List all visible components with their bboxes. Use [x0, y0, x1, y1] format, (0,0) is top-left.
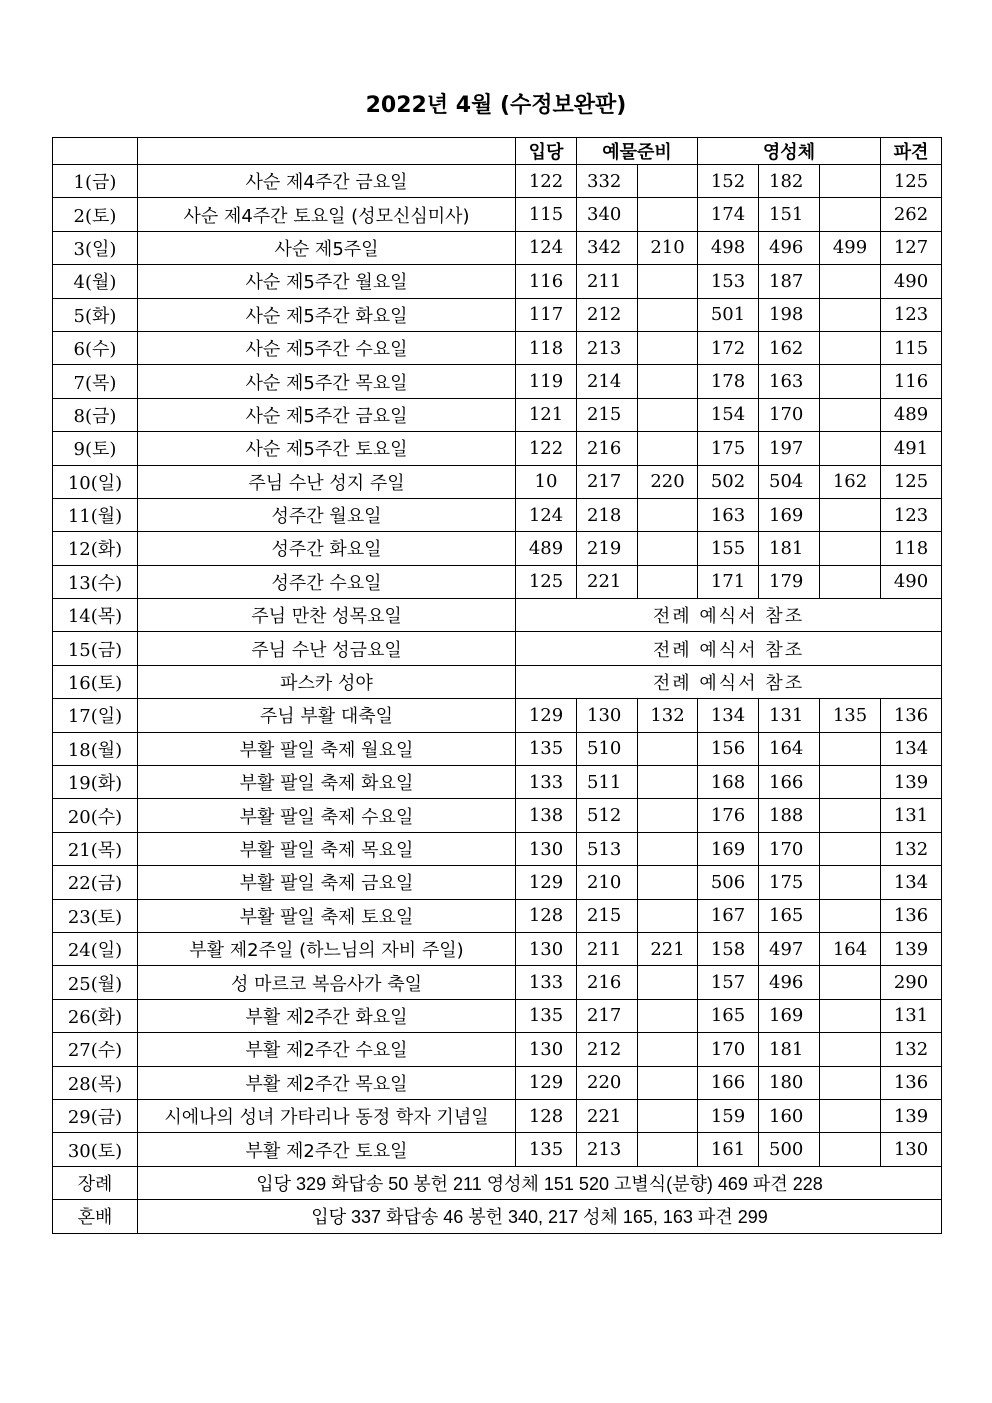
cell-communion-1: 176: [698, 799, 759, 832]
row-liturgical-day: 성 마르코 복음사가 축일: [138, 966, 516, 999]
table-row: [53, 498, 942, 531]
row-liturgical-day: 부활 팔일 축제 금요일: [138, 866, 516, 899]
cell-dismissal: 136: [881, 699, 942, 732]
row-liturgical-day: 부활 팔일 축제 월요일: [138, 732, 516, 765]
footer-row: [53, 1166, 942, 1199]
row-date: 27(수): [53, 1033, 138, 1066]
cell-offertory-1: 332: [577, 165, 638, 198]
cell-communion-3: 162: [820, 465, 881, 498]
schedule-footer: [53, 1166, 942, 1233]
cell-entrance: 125: [516, 565, 577, 598]
cell-entrance: 119: [516, 365, 577, 398]
cell-offertory-2: [638, 1066, 698, 1099]
cell-communion-3: [820, 966, 881, 999]
table-row: [53, 999, 942, 1032]
cell-communion-1: 172: [698, 331, 759, 364]
cell-entrance: 118: [516, 331, 577, 364]
cell-communion-1: 161: [698, 1133, 759, 1166]
cell-communion-3: [820, 999, 881, 1032]
cell-communion-3: [820, 298, 881, 331]
row-date: 6(수): [53, 331, 138, 364]
cell-dismissal: 132: [881, 1033, 942, 1066]
table-row: [53, 1066, 942, 1099]
table-row: [53, 665, 942, 698]
cell-offertory-1: 510: [577, 732, 638, 765]
table-row: [53, 465, 942, 498]
cell-communion-1: 163: [698, 498, 759, 531]
cell-communion-2: 198: [759, 298, 820, 331]
cell-entrance: 135: [516, 1133, 577, 1166]
cell-communion-3: [820, 398, 881, 431]
cell-communion-1: 155: [698, 532, 759, 565]
row-liturgical-day: 부활 팔일 축제 토요일: [138, 899, 516, 932]
cell-offertory-1: 217: [577, 465, 638, 498]
cell-dismissal: 290: [881, 966, 942, 999]
row-liturgical-day: 사순 제5주일: [138, 231, 516, 264]
row-reference-note: 전례 예식서 참조: [516, 599, 942, 632]
row-date: 4(월): [53, 265, 138, 298]
cell-entrance: 124: [516, 498, 577, 531]
row-date: 2(토): [53, 198, 138, 231]
table-row: [53, 966, 942, 999]
cell-communion-3: [820, 532, 881, 565]
schedule-body: [53, 165, 942, 1167]
row-date: 19(화): [53, 766, 138, 799]
cell-offertory-2: [638, 832, 698, 865]
cell-communion-1: 171: [698, 565, 759, 598]
cell-communion-2: 170: [759, 832, 820, 865]
row-liturgical-day: 부활 팔일 축제 화요일: [138, 766, 516, 799]
cell-communion-2: 162: [759, 331, 820, 364]
row-date: 21(목): [53, 832, 138, 865]
header-dismissal: 파견: [881, 138, 942, 165]
cell-offertory-2: [638, 766, 698, 799]
cell-communion-2: 500: [759, 1133, 820, 1166]
row-date: 7(목): [53, 365, 138, 398]
cell-entrance: 130: [516, 1033, 577, 1066]
table-row: [53, 365, 942, 398]
cell-communion-1: 156: [698, 732, 759, 765]
row-date: 9(토): [53, 432, 138, 465]
table-row: [53, 265, 942, 298]
cell-offertory-2: [638, 398, 698, 431]
cell-offertory-2: 220: [638, 465, 698, 498]
cell-offertory-1: 219: [577, 532, 638, 565]
cell-communion-1: 501: [698, 298, 759, 331]
cell-communion-1: 178: [698, 365, 759, 398]
row-liturgical-day: 성주간 화요일: [138, 532, 516, 565]
row-liturgical-day: 주님 부활 대축일: [138, 699, 516, 732]
row-date: 30(토): [53, 1133, 138, 1166]
cell-communion-2: 163: [759, 365, 820, 398]
cell-entrance: 133: [516, 766, 577, 799]
cell-entrance: 116: [516, 265, 577, 298]
cell-entrance: 129: [516, 866, 577, 899]
table-row: [53, 632, 942, 665]
cell-dismissal: 118: [881, 532, 942, 565]
cell-communion-1: 175: [698, 432, 759, 465]
cell-dismissal: 489: [881, 398, 942, 431]
cell-entrance: 122: [516, 165, 577, 198]
row-date: 23(토): [53, 899, 138, 932]
cell-communion-1: 498: [698, 231, 759, 264]
row-liturgical-day: 주님 수난 성지 주일: [138, 465, 516, 498]
table-row: [53, 398, 942, 431]
cell-dismissal: 139: [881, 1099, 942, 1132]
row-date: 20(수): [53, 799, 138, 832]
row-liturgical-day: 사순 제5주간 월요일: [138, 265, 516, 298]
cell-entrance: 10: [516, 465, 577, 498]
cell-communion-3: [820, 198, 881, 231]
cell-dismissal: 262: [881, 198, 942, 231]
cell-entrance: 128: [516, 1099, 577, 1132]
cell-offertory-1: 213: [577, 331, 638, 364]
cell-communion-3: [820, 799, 881, 832]
cell-offertory-1: 211: [577, 932, 638, 965]
header-entrance: 입당: [516, 138, 577, 165]
cell-communion-3: [820, 766, 881, 799]
row-reference-note: 전례 예식서 참조: [516, 632, 942, 665]
cell-dismissal: 123: [881, 298, 942, 331]
cell-communion-2: 166: [759, 766, 820, 799]
cell-dismissal: 139: [881, 766, 942, 799]
cell-offertory-2: [638, 1133, 698, 1166]
header-date: [53, 138, 138, 165]
cell-offertory-1: 214: [577, 365, 638, 398]
cell-offertory-1: 216: [577, 432, 638, 465]
cell-offertory-1: 218: [577, 498, 638, 531]
cell-offertory-2: [638, 866, 698, 899]
cell-entrance: 124: [516, 231, 577, 264]
cell-communion-1: 167: [698, 899, 759, 932]
cell-offertory-2: [638, 532, 698, 565]
cell-entrance: 489: [516, 532, 577, 565]
row-date: 8(금): [53, 398, 138, 431]
table-row: [53, 231, 942, 264]
cell-communion-3: [820, 899, 881, 932]
footer-label: 장례: [53, 1166, 138, 1199]
table-row: [53, 331, 942, 364]
footer-label: 혼배: [53, 1200, 138, 1233]
cell-entrance: 117: [516, 298, 577, 331]
cell-offertory-2: 210: [638, 231, 698, 264]
table-row: [53, 599, 942, 632]
cell-communion-3: [820, 331, 881, 364]
table-row: [53, 198, 942, 231]
row-date: 26(화): [53, 999, 138, 1032]
cell-offertory-2: [638, 365, 698, 398]
cell-offertory-2: 132: [638, 699, 698, 732]
row-liturgical-day: 사순 제5주간 토요일: [138, 432, 516, 465]
row-date: 24(일): [53, 932, 138, 965]
table-row: [53, 732, 942, 765]
row-liturgical-day: 사순 제5주간 금요일: [138, 398, 516, 431]
cell-offertory-1: 217: [577, 999, 638, 1032]
cell-offertory-1: 215: [577, 899, 638, 932]
row-liturgical-day: 부활 팔일 축제 수요일: [138, 799, 516, 832]
cell-entrance: 135: [516, 732, 577, 765]
table-row: [53, 866, 942, 899]
cell-dismissal: 136: [881, 899, 942, 932]
cell-dismissal: 125: [881, 465, 942, 498]
cell-communion-2: 182: [759, 165, 820, 198]
cell-offertory-2: [638, 966, 698, 999]
cell-communion-2: 197: [759, 432, 820, 465]
cell-communion-1: 159: [698, 1099, 759, 1132]
cell-dismissal: 123: [881, 498, 942, 531]
cell-offertory-1: 340: [577, 198, 638, 231]
cell-communion-3: [820, 265, 881, 298]
cell-communion-3: [820, 432, 881, 465]
cell-communion-2: 181: [759, 1033, 820, 1066]
cell-dismissal: 116: [881, 365, 942, 398]
cell-offertory-1: 130: [577, 699, 638, 732]
row-reference-note: 전례 예식서 참조: [516, 665, 942, 698]
table-row: [53, 1099, 942, 1132]
cell-entrance: 129: [516, 1066, 577, 1099]
header-description: [138, 138, 516, 165]
cell-communion-3: [820, 498, 881, 531]
cell-communion-2: 188: [759, 799, 820, 832]
cell-communion-2: 170: [759, 398, 820, 431]
cell-communion-1: 502: [698, 465, 759, 498]
cell-offertory-1: 211: [577, 265, 638, 298]
cell-communion-2: 179: [759, 565, 820, 598]
row-date: 17(일): [53, 699, 138, 732]
row-date: 1(금): [53, 165, 138, 198]
cell-communion-1: 154: [698, 398, 759, 431]
cell-entrance: 133: [516, 966, 577, 999]
cell-dismissal: 132: [881, 832, 942, 865]
cell-offertory-2: [638, 331, 698, 364]
row-date: 14(목): [53, 599, 138, 632]
row-date: 12(화): [53, 532, 138, 565]
cell-entrance: 121: [516, 398, 577, 431]
table-row: [53, 799, 942, 832]
row-date: 3(일): [53, 231, 138, 264]
table-row: [53, 1133, 942, 1166]
cell-offertory-2: [638, 265, 698, 298]
table-row: [53, 432, 942, 465]
table-row: [53, 565, 942, 598]
cell-offertory-1: 215: [577, 398, 638, 431]
cell-dismissal: 134: [881, 732, 942, 765]
row-liturgical-day: 사순 제5주간 수요일: [138, 331, 516, 364]
table-row: [53, 899, 942, 932]
cell-communion-3: [820, 866, 881, 899]
table-row: [53, 298, 942, 331]
cell-communion-1: 157: [698, 966, 759, 999]
row-liturgical-day: 성주간 월요일: [138, 498, 516, 531]
cell-offertory-1: 216: [577, 966, 638, 999]
footer-text: 입당 329 화답송 50 봉헌 211 영성체 151 520 고별식(분향) 469 파견 228: [138, 1166, 942, 1199]
header-offertory: 예물준비: [577, 138, 698, 165]
cell-communion-3: 135: [820, 699, 881, 732]
footer-text: 입당 337 화답송 46 봉헌 340, 217 성체 165, 163 파견 299: [138, 1200, 942, 1233]
cell-communion-2: 169: [759, 999, 820, 1032]
cell-offertory-1: 212: [577, 1033, 638, 1066]
cell-communion-1: 506: [698, 866, 759, 899]
cell-entrance: 135: [516, 999, 577, 1032]
cell-dismissal: 139: [881, 932, 942, 965]
cell-communion-2: 187: [759, 265, 820, 298]
cell-communion-1: 152: [698, 165, 759, 198]
cell-entrance: 128: [516, 899, 577, 932]
cell-offertory-2: [638, 432, 698, 465]
cell-communion-1: 153: [698, 265, 759, 298]
cell-entrance: 130: [516, 932, 577, 965]
cell-communion-2: 164: [759, 732, 820, 765]
cell-offertory-1: 210: [577, 866, 638, 899]
cell-communion-3: [820, 165, 881, 198]
row-liturgical-day: 주님 수난 성금요일: [138, 632, 516, 665]
header-row: [53, 138, 942, 165]
cell-communion-1: 134: [698, 699, 759, 732]
row-liturgical-day: 사순 제5주간 화요일: [138, 298, 516, 331]
table-row: [53, 532, 942, 565]
row-date: 10(일): [53, 465, 138, 498]
cell-communion-3: [820, 732, 881, 765]
cell-offertory-1: 221: [577, 1099, 638, 1132]
page-title: 2022년 4월 (수정보완판): [365, 93, 627, 118]
cell-communion-2: 496: [759, 231, 820, 264]
cell-communion-1: 174: [698, 198, 759, 231]
cell-offertory-1: 212: [577, 298, 638, 331]
cell-dismissal: 127: [881, 231, 942, 264]
cell-dismissal: 490: [881, 565, 942, 598]
cell-dismissal: 131: [881, 999, 942, 1032]
row-liturgical-day: 사순 제4주간 금요일: [138, 165, 516, 198]
row-liturgical-day: 부활 제2주간 토요일: [138, 1133, 516, 1166]
cell-entrance: 138: [516, 799, 577, 832]
cell-offertory-1: 213: [577, 1133, 638, 1166]
cell-communion-2: 160: [759, 1099, 820, 1132]
cell-communion-3: 164: [820, 932, 881, 965]
cell-offertory-1: 342: [577, 231, 638, 264]
table-row: [53, 1033, 942, 1066]
cell-offertory-2: [638, 498, 698, 531]
row-liturgical-day: 주님 만찬 성목요일: [138, 599, 516, 632]
cell-communion-2: 165: [759, 899, 820, 932]
cell-communion-2: 169: [759, 498, 820, 531]
row-date: 11(월): [53, 498, 138, 531]
cell-dismissal: 134: [881, 866, 942, 899]
row-date: 22(금): [53, 866, 138, 899]
cell-offertory-2: [638, 198, 698, 231]
cell-communion-2: 181: [759, 532, 820, 565]
cell-communion-2: 496: [759, 966, 820, 999]
row-date: 28(목): [53, 1066, 138, 1099]
cell-offertory-2: [638, 165, 698, 198]
cell-communion-1: 168: [698, 766, 759, 799]
cell-offertory-1: 221: [577, 565, 638, 598]
cell-communion-3: [820, 1099, 881, 1132]
cell-communion-3: [820, 365, 881, 398]
cell-dismissal: 131: [881, 799, 942, 832]
table-row: [53, 766, 942, 799]
cell-offertory-2: [638, 1099, 698, 1132]
row-date: 16(토): [53, 665, 138, 698]
row-date: 5(화): [53, 298, 138, 331]
cell-communion-3: [820, 1066, 881, 1099]
cell-communion-1: 158: [698, 932, 759, 965]
cell-communion-1: 169: [698, 832, 759, 865]
cell-offertory-1: 220: [577, 1066, 638, 1099]
cell-offertory-2: [638, 999, 698, 1032]
cell-offertory-2: [638, 565, 698, 598]
hymn-schedule-table: [52, 137, 942, 1234]
row-liturgical-day: 사순 제5주간 목요일: [138, 365, 516, 398]
row-liturgical-day: 시에나의 성녀 가타리나 동정 학자 기념일: [138, 1099, 516, 1132]
cell-dismissal: 125: [881, 165, 942, 198]
cell-communion-2: 504: [759, 465, 820, 498]
row-date: 18(월): [53, 732, 138, 765]
cell-dismissal: 130: [881, 1133, 942, 1166]
cell-communion-3: [820, 1033, 881, 1066]
row-liturgical-day: 부활 제2주일 (하느님의 자비 주일): [138, 932, 516, 965]
table-row: [53, 832, 942, 865]
cell-communion-2: 180: [759, 1066, 820, 1099]
row-date: 25(월): [53, 966, 138, 999]
cell-communion-3: [820, 565, 881, 598]
cell-offertory-2: [638, 732, 698, 765]
header-communion: 영성체: [698, 138, 881, 165]
row-liturgical-day: 사순 제4주간 토요일 (성모신심미사): [138, 198, 516, 231]
row-date: 15(금): [53, 632, 138, 665]
cell-offertory-2: 221: [638, 932, 698, 965]
cell-offertory-1: 512: [577, 799, 638, 832]
cell-offertory-2: [638, 298, 698, 331]
table-row: [53, 699, 942, 732]
row-liturgical-day: 부활 제2주간 목요일: [138, 1066, 516, 1099]
cell-offertory-2: [638, 899, 698, 932]
cell-communion-2: 175: [759, 866, 820, 899]
table-row: [53, 165, 942, 198]
cell-dismissal: 491: [881, 432, 942, 465]
cell-entrance: 115: [516, 198, 577, 231]
cell-communion-3: 499: [820, 231, 881, 264]
row-liturgical-day: 부활 제2주간 화요일: [138, 999, 516, 1032]
row-liturgical-day: 파스카 성야: [138, 665, 516, 698]
row-date: 29(금): [53, 1099, 138, 1132]
cell-offertory-1: 511: [577, 766, 638, 799]
cell-communion-2: 131: [759, 699, 820, 732]
cell-dismissal: 136: [881, 1066, 942, 1099]
cell-communion-2: 151: [759, 198, 820, 231]
cell-communion-1: 165: [698, 999, 759, 1032]
cell-offertory-2: [638, 1033, 698, 1066]
cell-communion-3: [820, 832, 881, 865]
cell-communion-1: 166: [698, 1066, 759, 1099]
row-liturgical-day: 성주간 수요일: [138, 565, 516, 598]
cell-entrance: 129: [516, 699, 577, 732]
cell-communion-3: [820, 1133, 881, 1166]
cell-offertory-2: [638, 799, 698, 832]
table-row: [53, 932, 942, 965]
cell-entrance: 122: [516, 432, 577, 465]
row-liturgical-day: 부활 팔일 축제 목요일: [138, 832, 516, 865]
cell-entrance: 130: [516, 832, 577, 865]
cell-offertory-1: 513: [577, 832, 638, 865]
cell-dismissal: 490: [881, 265, 942, 298]
cell-dismissal: 115: [881, 331, 942, 364]
cell-communion-2: 497: [759, 932, 820, 965]
row-date: 13(수): [53, 565, 138, 598]
cell-communion-1: 170: [698, 1033, 759, 1066]
row-liturgical-day: 부활 제2주간 수요일: [138, 1033, 516, 1066]
footer-row: [53, 1200, 942, 1233]
